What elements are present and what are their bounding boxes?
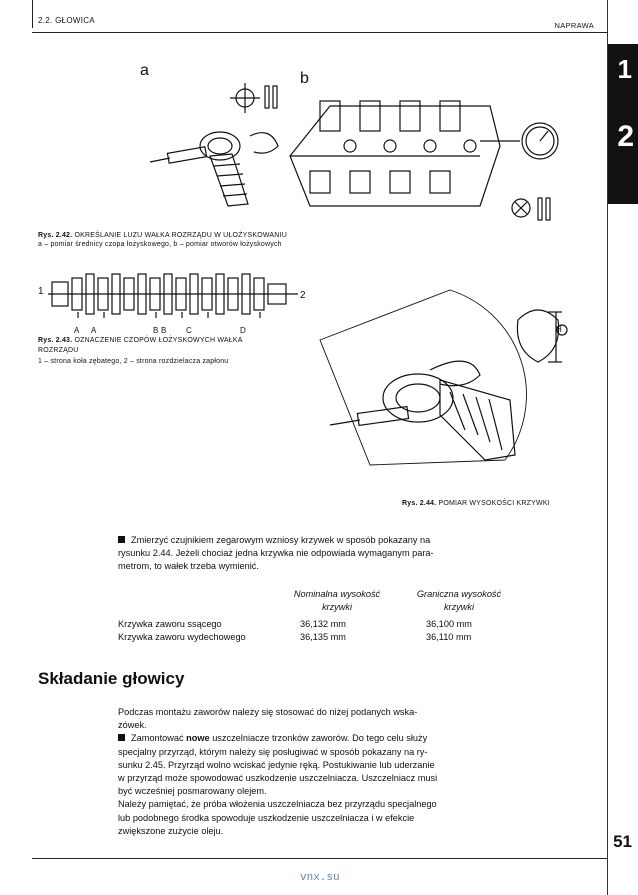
figure-2-44-title: POMIAR WYSOKOŚCI KRZYWKI	[438, 500, 550, 507]
watermark: vnx.su	[300, 872, 340, 884]
figure-2-44-caption	[402, 499, 602, 508]
journal-label: D	[240, 326, 246, 335]
figure-2-43-number: Rys. 2.43.	[38, 337, 73, 344]
chapter-tab-digit-top: 1	[617, 54, 632, 84]
paragraph-line: być wcześniej posmarowany olejem.	[118, 786, 267, 797]
figure-2-42-description: a – pomiar średnicy czopa łożyskowego, b – pomiar otworów łożyskowych	[38, 241, 282, 248]
figure-2-42-caption	[38, 231, 398, 240]
table-header-nominal: Nominalna wysokość krzywki	[293, 589, 381, 612]
figure-2-43-caption	[38, 336, 338, 345]
paragraph-line: w przyrząd może spowodować uszkodzenie uszczelniacza. Uszczelniacz musi	[118, 773, 438, 784]
footer-rule	[32, 858, 608, 859]
figure-2-43-end-label-1: 1	[38, 286, 44, 297]
row-nominal: 36,132 mm	[300, 619, 346, 629]
section-heading: Składanie głowicy	[38, 669, 185, 688]
section-header: 2.2. GŁOWICA	[38, 16, 95, 25]
paragraph-line: zwiększone zużycie oleju.	[118, 825, 224, 836]
paragraph-line: rysunku 2.44. Jeżeli chociaż jedna krzywka nie odpowiada wymaganym para-	[118, 548, 434, 559]
figure-2-43-description: 1 – strona koła zębatego, 2 – strona rozdzielacza zapłonu	[38, 358, 229, 365]
figure-2-42-illustration-a	[150, 76, 300, 216]
paragraph-line: Należy pamiętać, że próba włożenia uszczelniacza bez przyrządu specjalnego	[118, 799, 437, 810]
row-label: Krzywka zaworu ssącego	[118, 619, 222, 629]
paragraph-line: specjalny przyrząd, którym należy się posługiwać w sposób pokazany na ry-	[118, 746, 428, 757]
bullet-icon	[118, 536, 125, 543]
figure-2-44-illustration	[300, 280, 585, 485]
row-limit: 36,110 mm	[426, 632, 472, 642]
journal-label: B	[161, 326, 167, 335]
figure-2-42-title: OKREŚLANIE LUZU WAŁKA ROZRZĄDU W UŁOŻYSKOWANIU	[74, 232, 287, 239]
page-number: 51	[613, 832, 632, 851]
paragraph-line: sunku 2.45. Przyrząd wolno wciskać jedynie ręką. Postukiwanie lub uderzanie	[118, 759, 435, 770]
figure-2-43-title-1: OZNACZENIE CZOPÓW ŁOŻYSKOWYCH WAŁKA	[74, 337, 243, 344]
figure-label-a: a	[140, 62, 149, 79]
table-row	[118, 618, 222, 631]
paragraph-line: lub podobnego środka spowoduje uszkodzenie uszczelniacza i w efekcie	[118, 812, 415, 823]
paragraph-line: metrom, to wałek trzeba wymienić.	[118, 561, 259, 572]
figure-2-43-title-2: ROZRZĄDU	[38, 347, 79, 354]
paragraph-line: Zmierzyć czujnikiem zegarowym wzniosy krzywek w sposób pokazany na	[118, 534, 602, 547]
chapter-header: NAPRAWA	[554, 21, 594, 30]
figure-label-b: b	[300, 70, 309, 87]
journal-label: C	[186, 326, 192, 335]
row-nominal: 36,135 mm	[300, 632, 346, 642]
table-row	[118, 631, 246, 644]
figure-2-43-end-label-2: 2	[300, 290, 306, 301]
figure-2-42-number: Rys. 2.42.	[38, 232, 73, 239]
paragraph-line: Zamontować nowe uszczelniacze trzonków zaworów. Do tego celu służy	[118, 732, 602, 745]
bullet-icon	[118, 734, 125, 741]
figure-2-42-illustration-b	[290, 86, 570, 226]
journal-label: A	[91, 326, 97, 335]
paragraph-line: Podczas montażu zaworów należy się stosować do niżej podanych wska-	[118, 707, 418, 717]
figure-2-43-camshaft-drawing	[48, 272, 298, 320]
journal-label: A	[74, 326, 80, 335]
row-label: Krzywka zaworu wydechowego	[118, 632, 246, 642]
inset-label-h: H	[556, 325, 562, 334]
instruction-paragraph	[118, 534, 602, 574]
figure-2-44-number: Rys. 2.44.	[402, 500, 437, 507]
header-border-left	[32, 0, 33, 28]
table-header-limit: Graniczna wysokość krzywki	[416, 589, 502, 612]
paragraph-line: zówek.	[118, 720, 147, 731]
row-limit: 36,100 mm	[426, 619, 472, 629]
chapter-tab-digit: 2	[617, 120, 634, 153]
journal-label: B	[153, 326, 159, 335]
header-rule	[32, 32, 608, 33]
assembly-text	[118, 706, 602, 838]
